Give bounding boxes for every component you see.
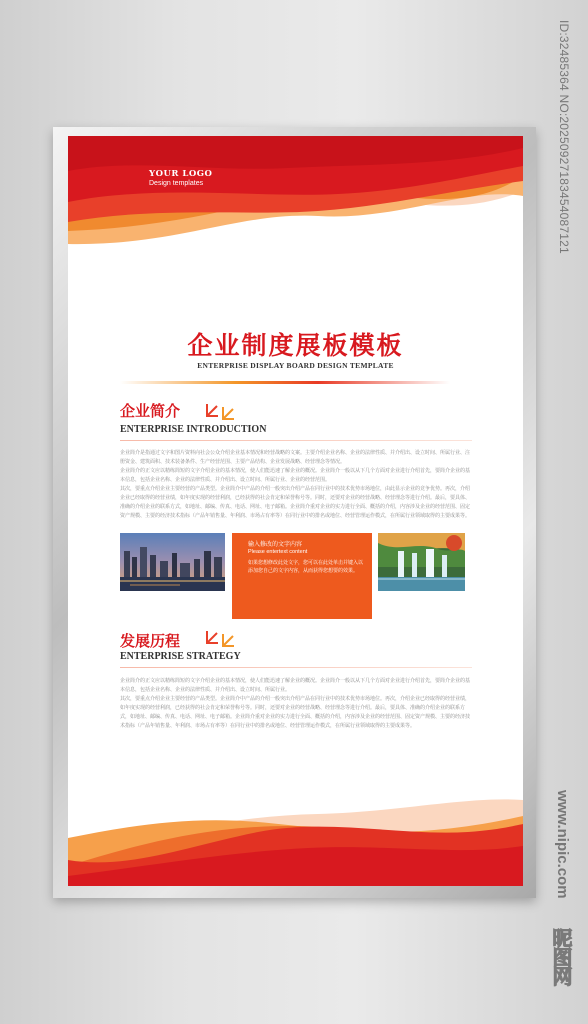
callout-title: 输入修改的文字内容 (248, 541, 303, 548)
watermark-logo: 昵图网 (549, 928, 573, 985)
title-divider (120, 381, 450, 384)
main-subtitle: ENTERPRISE DISPLAY BOARD DESIGN TEMPLATE (197, 361, 394, 370)
top-wave-decoration (68, 136, 523, 261)
paragraph: 其次，要重点介绍企业主要经营的产品类型。企业简介中产品的介绍一般突出介绍产品在同行业中的技术优势市场地位。再次，介绍企业已经取得的经营业绩，如年度实现的经营利润，已经获得的社会肯定和荣誉称号等。同时，还要对企业的经营战略、经营理念等进行介绍。最后，要具体、准确的介绍企业的联系方式，如地址、邮编、传真、电话、网址、电子邮箱。企业简介重对企业的实力进行全面、概括的介绍，内容涉及企业的经营范围、固定资产规模、主要的经济技术指标（产品年销售量、年利润、市场占有率等）在同行业中的排名或地位、经营管理运作模式，在所属行业领域取得的主要成果等。 (120, 696, 471, 729)
paragraph: 企业简介的正文应以精练简短的文字介绍企业的基本情况，使人们能迅速了解企业的概况。企业简介一般以从下几个方面对企业进行介绍首先，要简介企业的基本信息，包括企业名称、企业的法律性质、并介绍出、设立时间、所属行业。 (120, 678, 471, 693)
logo (149, 170, 212, 188)
paragraph: 企业简介是指通过文字和图片资料向社会公众介绍企业基本情况和经营战略的文案。主要介绍企业名称、企业的法律性质、并介绍出、设立时间、所属行业、注册资金、建筑面积、技术装备条件、生产经营范围、主要产品结构、企业发展战略、经营理念等情况。 (120, 450, 471, 465)
display-board (68, 136, 523, 886)
main-title: 企业制度展板模板 (187, 331, 404, 360)
section2-subtitle: ENTERPRISE STRATEGY (120, 651, 241, 662)
callout-subtitle: Please entertext content (248, 549, 308, 555)
paragraph: 其次，要重点介绍企业主要经营的产品类型。企业简介中产品的介绍一般突出介绍产品在同行业中的技术优势市场地位，由此显示企业的竞争优势。再次，介绍企业已经取得的经营业绩，如年度实现的经营利润，已经获得的社会肯定和荣誉称号等。同时，还要对企业的经营战略、经营理念等进行介绍。最后，要具体、准确的介绍企业的联系方式，如地址、邮编、传真、电话、网址、电子邮箱。企业简介重对企业的实力进行全面、概括的介绍，内容涉及企业的经营范围、固定资产规模、主要的经济技术指标（产品年销售量、年利润、市场占有率等）在同行业中的排名或地位、经营管理运作模式，在所属行业领域取得的主要成果等。 (120, 486, 471, 519)
section1-subtitle: ENTERPRISE INTRODUCTION (120, 424, 267, 435)
callout-body: 如果您想修改此处文字，您可以在此处单击并键入以添加您自己的文字内容，从而获得您想要的效果。 (248, 560, 364, 574)
section1-title: 企业简介 (120, 402, 181, 420)
text-callout-box (232, 533, 372, 619)
section2-title: 发展历程 (120, 632, 181, 650)
waterfall-photo (378, 533, 465, 591)
paragraph: 企业简介的正文应以精练简短的文字介绍企业的基本情况，使人们能迅速了解企业的概况。企业简介一般以从下几个方面对企业进行介绍首先，要简介企业的基本信息，包括企业名称、企业的法律性质、并介绍出、设立时间、所属行业、企业的经营范围。 (120, 468, 471, 483)
logo-subtitle: Design templates (149, 179, 204, 187)
logo-title: YOUR LOGO (149, 169, 213, 179)
section1-divider (120, 440, 472, 441)
double-arrow-icon (204, 402, 240, 422)
watermark-site: www.nipic.com (554, 790, 571, 899)
bottom-wave-decoration (68, 796, 523, 886)
section2-divider (120, 667, 472, 668)
double-arrow-icon (204, 629, 240, 649)
city-night-photo (120, 533, 225, 591)
watermark-id: ID:32485364 NO:20250927183454087121 (557, 20, 571, 254)
section1-text (120, 449, 470, 521)
section2-text (120, 677, 470, 731)
